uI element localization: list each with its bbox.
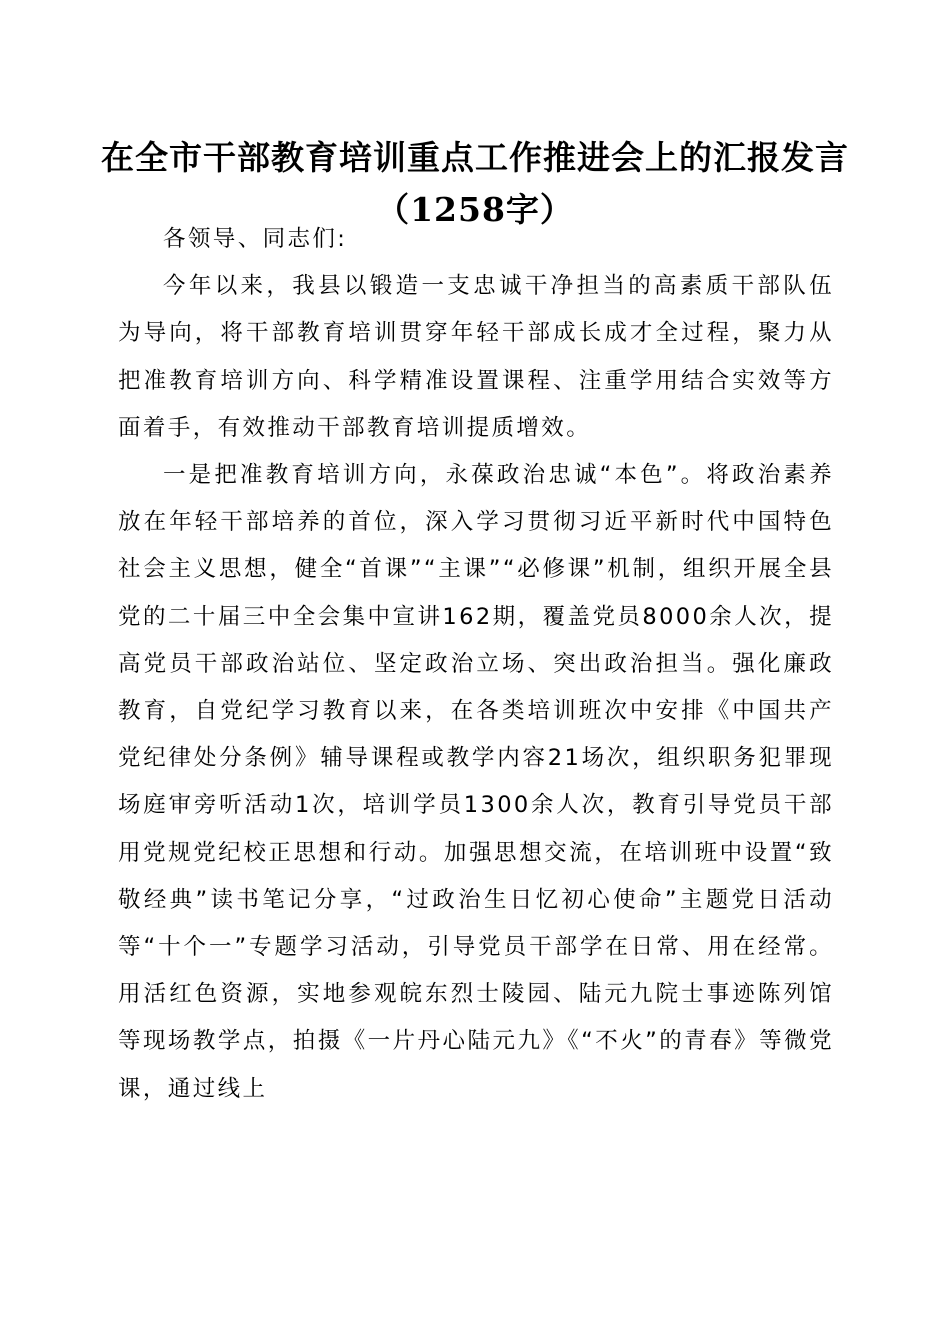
document-body: [118, 216, 834, 1113]
salutation: 各领导、同志们:: [163, 226, 348, 252]
paragraph-intro: 今年以来，我县以锻造一支忠诚干净担当的高素质干部队伍为导向，将干部教育培训贯穿年轻干部成长成才全过程，聚力从把准教育培训方向、科学精准设置课程、注重学用结合实效等方面着手，有效推动干部教育培训提质增效。: [118, 273, 834, 441]
paragraph-point-one: 一是把准教育培训方向，永葆政治忠诚“本色”。将政治素养放在年轻干部培养的首位，深入学习贯彻习近平新时代中国特色社会主义思想，健全“首课”“主课”“必修课”机制，组织开展全县党的二十届三中全会集中宣讲162期，覆盖党员8000余人次，提高党员干部政治站位、坚定政治立场、突出政治担当。强化廉政教育，自党纪学习教育以来，在各类培训班次中安排《中国共产党纪律处分条例》辅导课程或教学内容21场次，组织职务犯罪现场庭审旁听活动1次，培训学员1300余人次，教育引导党员干部用党规党纪校正思想和行动。加强思想交流，在培训班中设置“致敬经典”读书笔记分享，“过政治生日忆初心使命”主题党日活动等“十个一”专题学习活动，引导党员干部学在日常、用在经常。用活红色资源，实地参观皖东烈士陵园、陆元九院士事迹陈列馆等现场教学点，拍摄《一片丹心陆元九》《“不火”的青春》等微党课，通过线上: [118, 462, 834, 1102]
document-title: 在全市干部教育培训重点工作推进会上的汇报发言（1258字）: [101, 138, 849, 229]
